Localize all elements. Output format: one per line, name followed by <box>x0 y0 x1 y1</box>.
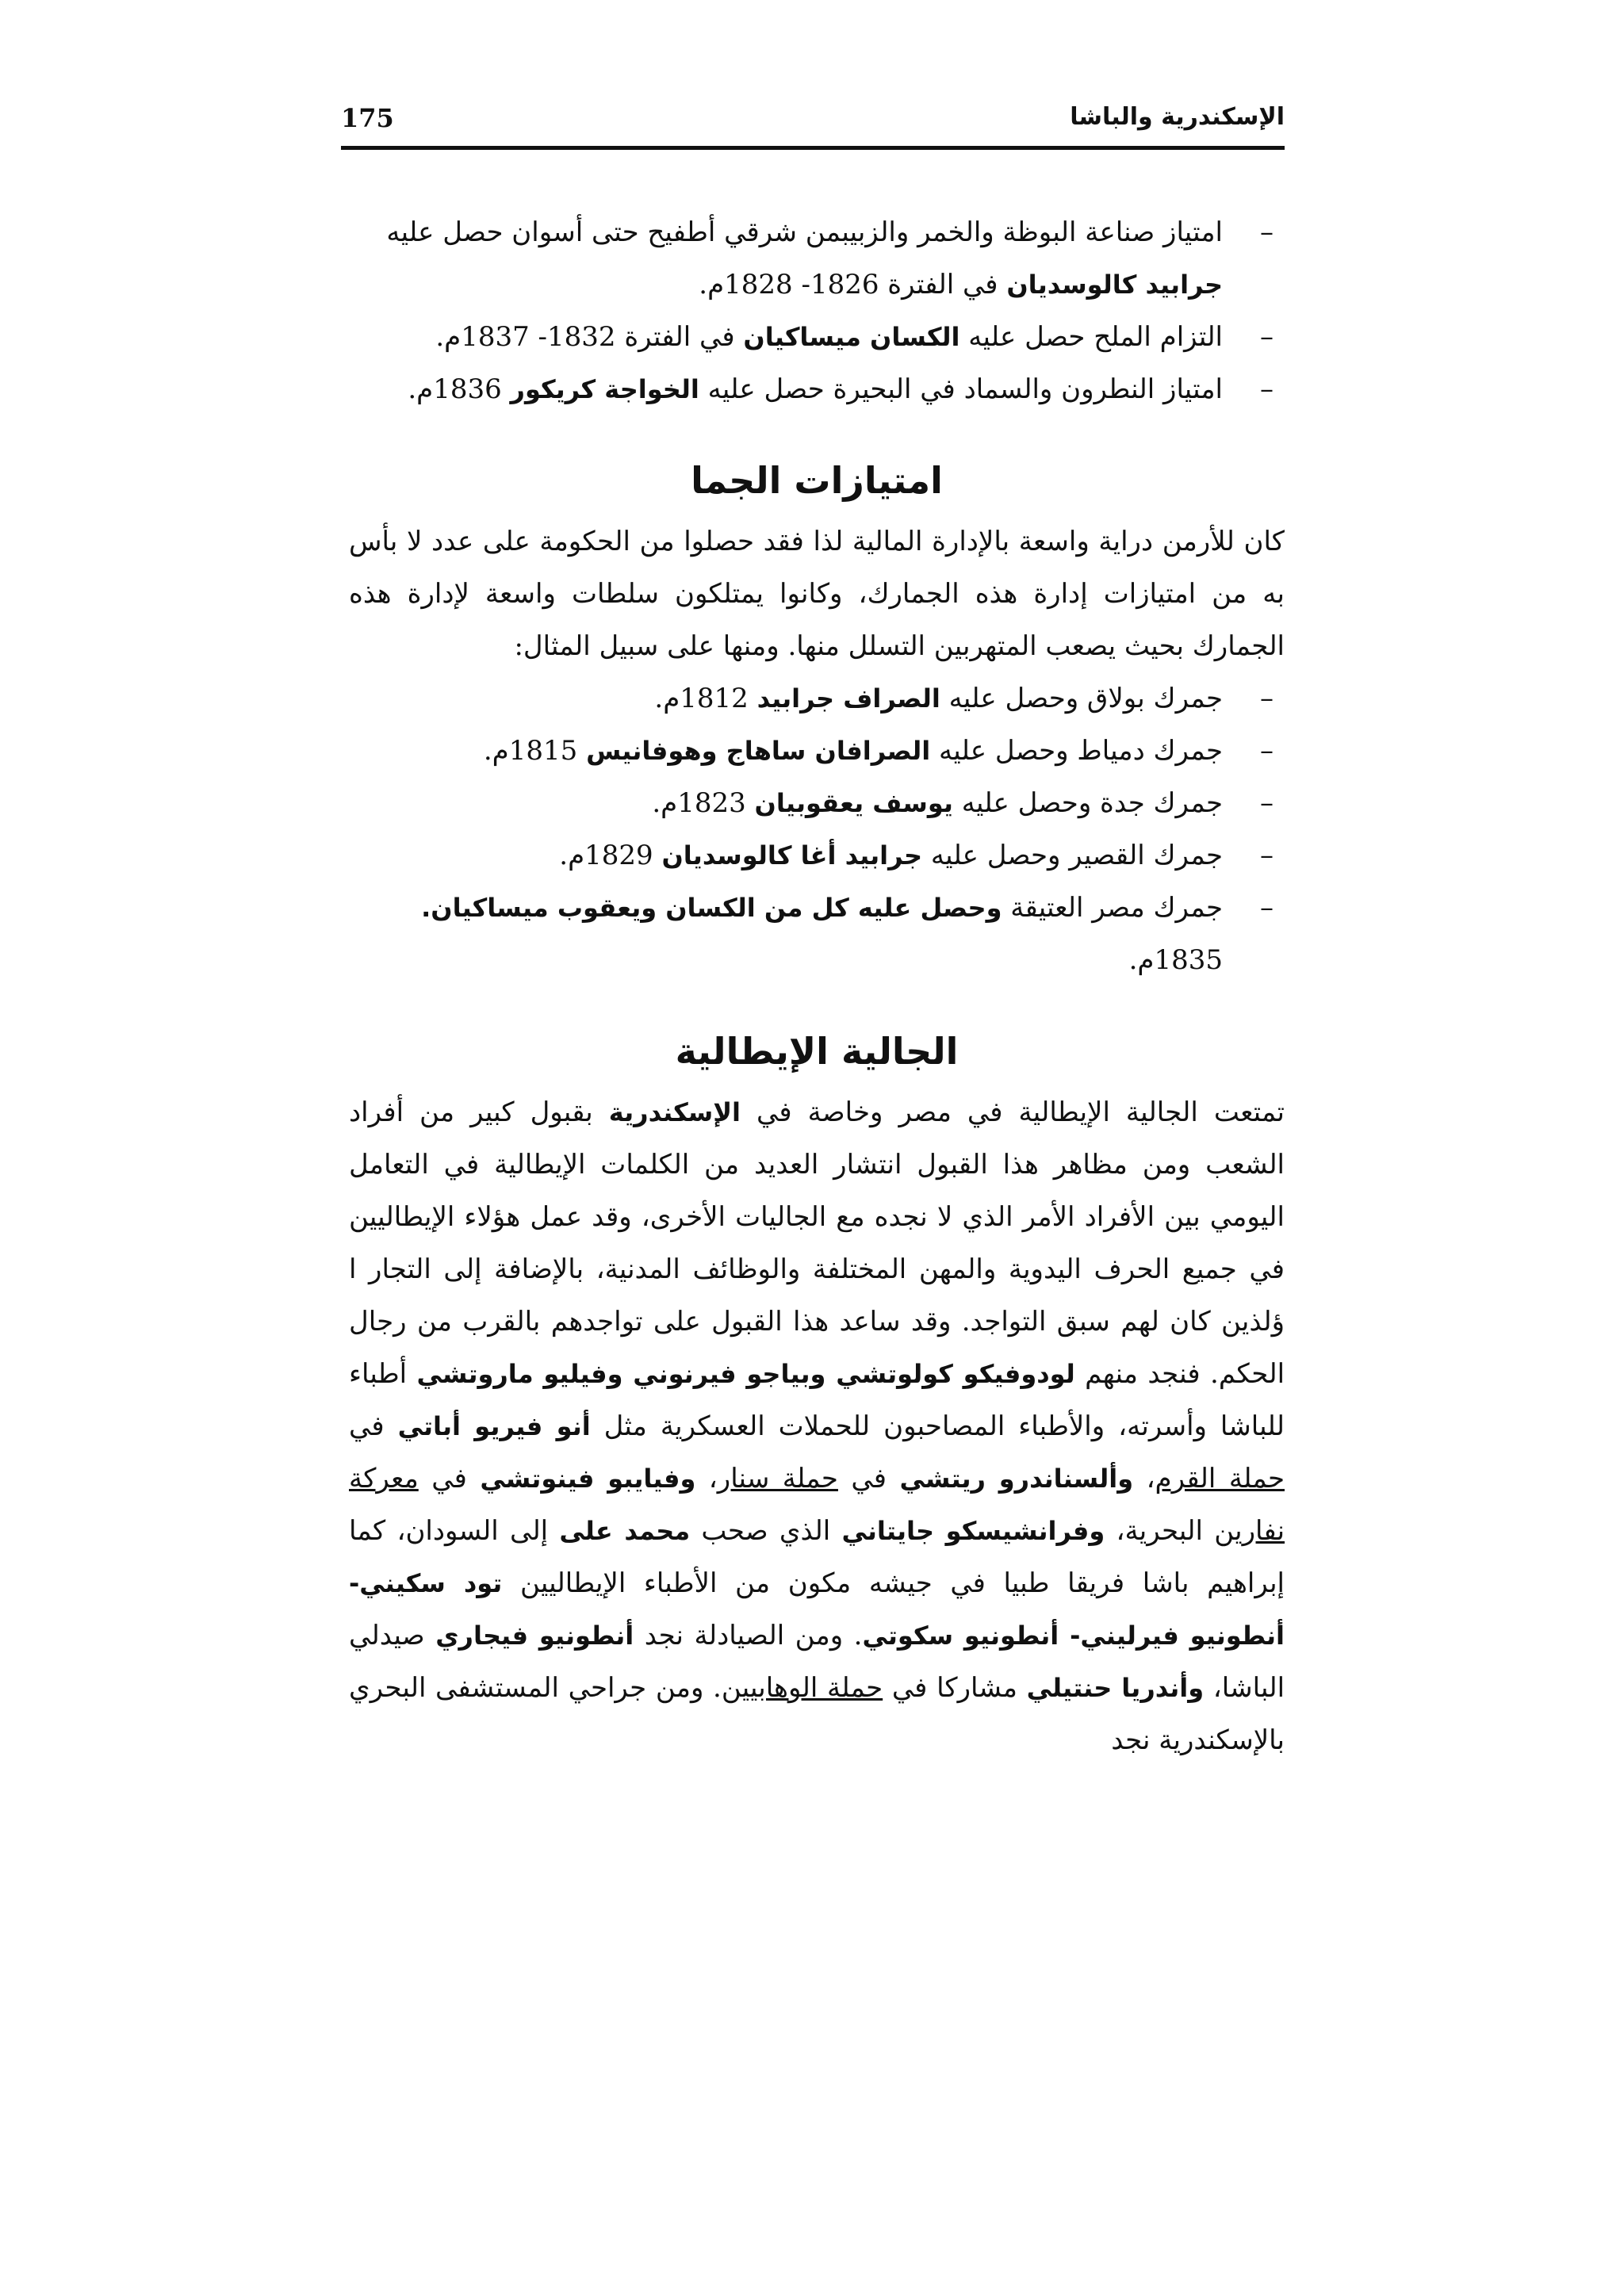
dash-bullet: – <box>1260 840 1274 871</box>
running-header <box>341 103 1285 147</box>
page-number: 175 <box>341 103 394 133</box>
page-body <box>349 206 1285 1766</box>
dash-bullet: – <box>1260 373 1274 405</box>
customs-list <box>349 672 1285 986</box>
header-rule <box>341 146 1285 150</box>
paragraph: تمتعت الجالية الإيطالية في مصر وخاصة في الإسكندرية بقبول كبير من أفراد الشعب ومن مظاهر هذا القبول انتشار العديد من الكلمات الإيطالية في التعامل اليومي بين الأفراد الأمر الذي لا نجده مع الجاليات الأخرى، وقد عمل هؤلاء الإيطاليين في جميع الحرف اليدوية والمهن المختلفة والوظائف المدنية، بالإضافة إلى التجار ا ؤلذين كان لهم سبق التواجد. وقد ساعد هذا القبول على تواجدهم بالقرب من رجال الحكم. فنجد منهم لودوفيكو كولوتشي وبياجو فيرنوني وفيليو ماروتشي أطباء للباشا وأسرته، والأطباء المصاحبون للحملات العسكرية مثل أنو فيريو أباتي في حملة القرم، وألسناندرو ريتشي في حملة سنار، وفيايبو فينوتشي في معركة نفارين البحرية، وفرانشيسكو جايتاني الذي صحب محمد على إلى السودان، كما إبراهيم باشا فريقا طبيا في جيشه مكون من الأطباء الإيطاليين تود سكيني- أنطونيو فيرليني- أنطونيو سكوتي. ومن الصيادلة نجد أنطونيو فيجاري صيدلي الباشا، وأندريا حنتيلي مشاركا في حملة الوهابيين. ومن جراحي المستشفى البحري بالإسكندرية نجد <box>349 1096 1285 1756</box>
paragraph: كان للأرمن دراية واسعة بالإدارة المالية لذا فقد حصلوا من الحكومة على عدد لا بأس به من امتيازات إدارة هذه الجمارك، وكانوا يمتلكون سلطات واسعة لإدارة هذه الجمارك بحيث يصعب المتهربين التسلل منها. ومنها على سبيل المثال: <box>349 526 1285 662</box>
dash-bullet: – <box>1260 892 1274 924</box>
list-item: – امتياز النطرون والسماد في البحيرة حصل عليه الخواجة كريكور 1836م. <box>349 363 1285 415</box>
concessions-list <box>349 206 1285 415</box>
dash-bullet: – <box>1260 321 1274 353</box>
list-item: – جمرك مصر العتيقة وحصل عليه كل من الكسان ويعقوب ميساكيان. 1835م. <box>349 882 1285 986</box>
section-heading: امتيازات الجما <box>691 459 943 502</box>
list-item: – امتياز صناعة البوظة والخمر والزبيبمن شرقي أطفيح حتى أسوان حصل عليه جرابيد كالوسديان في الفترة 1826- 1828م. <box>349 206 1285 311</box>
dash-bullet: – <box>1260 216 1274 248</box>
section-heading: الجالية الإيطالية <box>675 1030 959 1073</box>
list-item: – جمرك القصير وحصل عليه جرابيد أغا كالوسديان 1829م. <box>349 829 1285 882</box>
dash-bullet: – <box>1260 683 1274 714</box>
dash-bullet: – <box>1260 787 1274 819</box>
running-title: الإسكندرية والباشا <box>1070 103 1285 131</box>
dash-bullet: – <box>1260 735 1274 767</box>
list-item: – التزام الملح حصل عليه الكسان ميساكيان في الفترة 1832- 1837م. <box>349 311 1285 363</box>
list-item: – جمرك جدة وحصل عليه يوسف يعقوبيان 1823م. <box>349 777 1285 829</box>
list-item: – جمرك دمياط وحصل عليه الصرافان ساهاج وهوفانيس 1815م. <box>349 725 1285 777</box>
list-item: – جمرك بولاق وحصل عليه الصراف جرابيد 1812م. <box>349 672 1285 725</box>
